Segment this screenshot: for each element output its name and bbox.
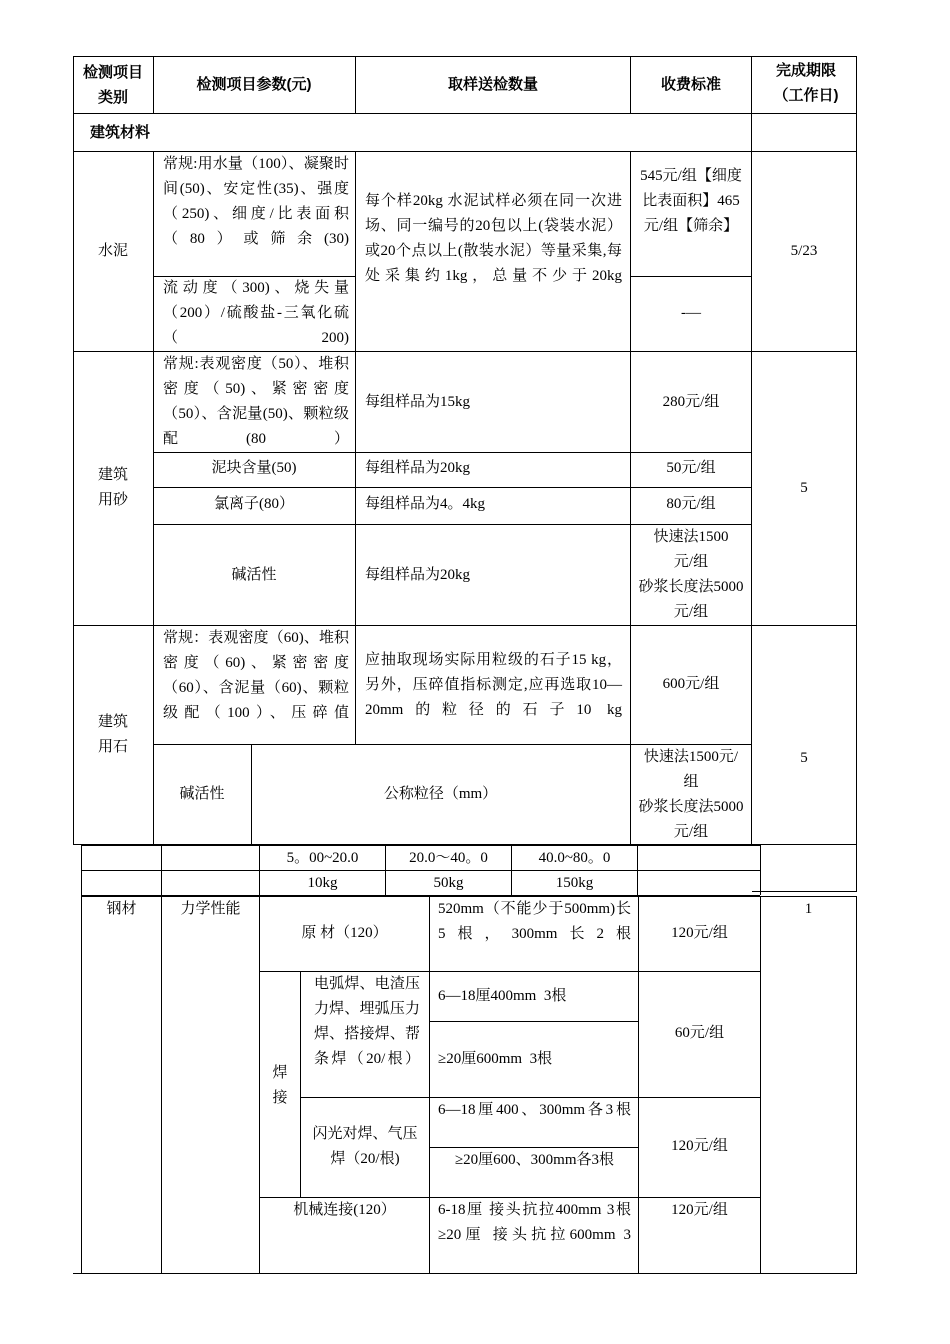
steel-arc-label: 电弧焊、电渣压力焊、埋弧压力焊、搭接焊、帮条焊（20/根） [314, 976, 420, 1067]
section-title: 建筑材料 [90, 124, 151, 141]
cement-params-2: 流动度（300)、烧失量（200）/硫酸盐-三氧化硫（200) [163, 280, 349, 346]
steel-arc-sample-2: ≥20厘600mm 3根 [438, 1051, 553, 1067]
stone-fee-1: 600元/组 [662, 676, 720, 692]
sand-param-3: 氯离子(80） [214, 496, 294, 512]
header-params: 检测项目参数(元) [196, 76, 312, 93]
sand-param-1: 常规:表观密度（50）、堆积密度（50)、紧密密度（50）、含泥量(50)、颗粒级配(80） [163, 356, 349, 447]
stone-weight-3: 150kg [555, 875, 594, 891]
cement-deadline: 5/23 [790, 243, 818, 259]
steel-deadline: 1 [804, 901, 813, 917]
sand-sample-3: 每组样品为4。4kg [365, 496, 486, 512]
stone-name-2: 用石 [97, 739, 128, 755]
steel-arc-sample-1: 6—18厘400mm 3根 [438, 988, 567, 1004]
sand-deadline: 5 [800, 480, 808, 496]
steel-weld-2: 接 [272, 1090, 288, 1106]
steel-mechconn-sample: 6-18厘 接头抗拉400mm 3根 ≥20厘 接头抗拉600mm 3 [438, 1202, 631, 1243]
steel-mechconn-fee: 120元/组 [671, 1202, 728, 1218]
steel-mech: 力学性能 [180, 901, 241, 917]
sand-name-1: 建筑 [97, 467, 128, 483]
sand-fee-4d: 元/组 [673, 604, 709, 620]
stone-weight-2: 50kg [433, 875, 464, 891]
steel-raw-label: 原 材（120） [301, 925, 388, 941]
stone-sample-1: 应抽取现场实际用粒级的石子15 kg，另外，压碎值指标测定,应再选取10—20mm的粒径的石子10 kg [365, 652, 622, 718]
cement-fee-1: 545元/组【细度比表面积】465元/组【筛余】 [640, 168, 742, 234]
stone-size-2: 20.0～40。0 [409, 850, 488, 866]
sand-sample-2: 每组样品为20kg [365, 460, 471, 476]
sand-sample-1: 每组样品为15kg [365, 394, 471, 410]
steel-mechconn-clip [438, 1198, 631, 1273]
stone-size-1: 5。00~20.0 [286, 850, 359, 866]
steel-flash-label: 闪光对焊、气压焊（20/根) [312, 1126, 418, 1167]
stone-params-1: 常规：表观密度（60)、堆积密度（60)、紧密密度（60）、含泥量（60)、颗粒级配（100）、压碎值 [163, 630, 349, 721]
stone-fee-2c: 砂浆长度法5000 [638, 799, 744, 815]
steel-flash-sample-1: 6—18厘400、300mm各3根 [438, 1102, 631, 1118]
steel-raw-sample: 520mm（不能少于500mm)长5根，300mm长2根 [438, 901, 631, 942]
stone-size-3: 40.0~80。0 [538, 850, 611, 866]
sand-fee-4c: 砂浆长度法5000 [638, 579, 744, 595]
steel-name: 钢材 [106, 901, 137, 917]
stone-alk-label: 碱活性 [179, 786, 225, 802]
header-fee: 收费标准 [660, 76, 721, 93]
cement-params-1: 常规:用水量（100）、凝聚时间(50)、安定性(35)、强度（250)、细度/比表面积（80）或筛余(30) [163, 156, 349, 247]
stone-params-clip [163, 626, 349, 743]
stone-weight-1: 10kg [307, 875, 338, 891]
sand-sample-4: 每组样品为20kg [365, 567, 471, 583]
sand-name-2: 用砂 [97, 492, 128, 508]
stone-fee-2d: 元/组 [673, 824, 709, 840]
sand-fee-4b: 元/组 [673, 554, 709, 570]
steel-flash-fee: 120元/组 [671, 1138, 728, 1154]
header-category: 检测项目类别 [82, 64, 143, 106]
sand-fee-1: 280元/组 [662, 394, 720, 410]
sand-fee-4a: 快速法1500 [653, 529, 729, 545]
steel-arc-fee: 60元/组 [674, 1025, 725, 1041]
sand-fee-3: 80元/组 [666, 496, 716, 512]
stone-size-label: 公称粒径（mm） [383, 786, 498, 802]
cement-name: 水泥 [97, 243, 128, 259]
cement-fee-2: -— [681, 305, 701, 321]
steel-flash-sample-2: ≥20厘600、300mm各3根 [454, 1152, 615, 1168]
cement-sample: 每个样20kg 水泥试样必须在同一次进场、同一编号的20包以上(袋装水泥）或20个点以上(散装水泥）等量采集,每处采集约1kg，总量不少于20kg [365, 193, 622, 284]
stone-fee-2b: 组 [683, 774, 699, 790]
header-sample: 取样送检数量 [447, 76, 538, 93]
steel-weld-1: 焊 [272, 1065, 288, 1081]
sand-param-4: 碱活性 [231, 567, 277, 583]
stone-fee-2a: 快速法1500元/ [643, 749, 739, 765]
sand-param-2: 泥块含量(50) [211, 460, 297, 476]
sand-fee-2: 50元/组 [666, 460, 716, 476]
stone-deadline: 5 [800, 750, 808, 766]
steel-mechconn-label: 机械连接(120） [293, 1202, 396, 1218]
steel-raw-fee: 120元/组 [671, 925, 728, 941]
header-deadline: 完成期限（工作日) [773, 62, 839, 104]
stone-name-1: 建筑 [97, 714, 128, 730]
